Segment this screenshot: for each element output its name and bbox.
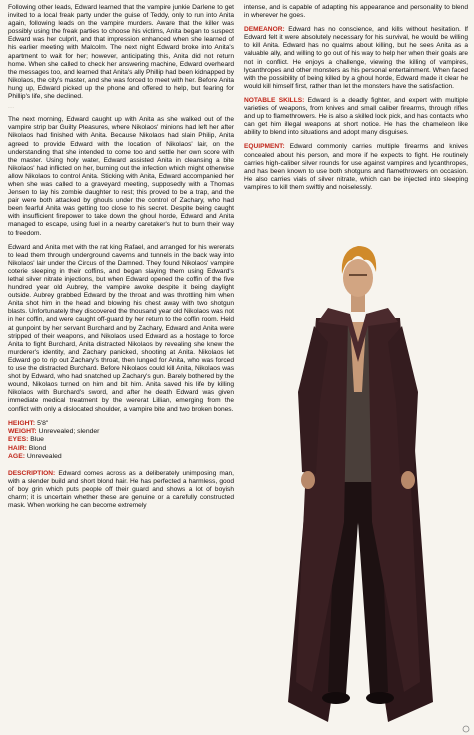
- right-boot: [366, 692, 394, 704]
- head: [343, 259, 373, 297]
- skills-text: Edward is a deadly fighter, and expert with multiple varieties of weapons, from knives and small caliber firearms, through rifles and up to flamethrowers. He is also a skilled lock pick, and has contacts who can get him illegal weapons at short notice. He has the chameleon like ability to blend into situations and adopt many disguises.: [244, 96, 468, 137]
- stat-hair: HAIR: Blond: [8, 444, 47, 452]
- demeanor-text: Edward has no conscience, and kills without hesitation. If Edward felt it were absolutely necessary for his survival, he would be willing to kill Anita. Edward has no qualms about killing, but he sees Anita as a valuable ally, and willing to go out of his way to help her when their goals are not in conflict. He enjoys a challenge, viewing the killing of vampires, lycanthropes and other monsters as his personal entertainment. When faced with the possibility of being killed by a ghoul horde, Edward made it clear he would kill himself first, rather than let the monsters have the satisfaction.: [244, 26, 468, 90]
- left-hand: [301, 471, 315, 489]
- right-hand: [401, 471, 415, 489]
- equipment-paragraph: [244, 143, 468, 192]
- stat-height: HEIGHT: 5'8": [8, 419, 49, 427]
- description-text: Edward comes across as a deliberately unimposing man, with a slender build and short blond hair. He has perfected a harmless, good ol' boy grin which puts people off their guard and shows a lot of boyish charm; it is uncertain whether these are genuine or a carefully constructed mask. When working he can become extremely: [8, 469, 234, 509]
- edward-illustration: [258, 222, 458, 730]
- left-column: [8, 4, 234, 731]
- stat-age: AGE: Unrevealed: [8, 453, 62, 461]
- demeanor-label: DEMEANOR:: [244, 26, 285, 34]
- left-boot: [322, 692, 350, 704]
- brow: [349, 274, 367, 276]
- description-continued: intense, and is capable of adapting his appearance and personality to blend in wherever he goes.: [244, 4, 468, 20]
- skills-paragraph: [244, 97, 468, 137]
- stat-weight: WEIGHT: Unrevealed; slender: [8, 428, 100, 435]
- description-paragraph: [8, 470, 234, 510]
- equipment-label: EQUIPMENT:: [244, 143, 285, 151]
- skills-label: NOTABLE SKILLS:: [244, 96, 305, 104]
- history-paragraph-3: Edward and Anita met with the rat king Rafael, and arranged for his wererats to lead them through underground caverns and tunnels in the back way into Nikolaos' lair under the Circus of the Damned. They found Nikolaos' vampire coterie sleeping in their coffins, and began slaying them using Edward's lethal silver nitrate injections, but when Edward opened the coffin of the five hundred year old Aubrey, the vampire awoke despite it being daylight outside. Aubrey grabbed Edward by the throat and was throttling him when Anita shot him in the head and blowing his chest away with two shotgun blasts. Unfortunately they discovered the thousand year old Nikolaos was not in her coffin, and were caught off-guard by her return to the coffin room. Held at gunpoint by her servant Burchard and by Zachary, Edward and Anita were stripped of their weapons, and Nikolaos used Edward as a hostage to force Anita to fight Burchard, Anita distracted Nikolaos by revealing she knew the murderer's identity, and Zachary panicked, shooting at Anita. Nikolaos let Edward go to rip out Zachary's throat, then lunged for Anita, who was forced to use the distracted Burchard. Before Nikolaos could kill Anita, Nikolaos was shot by Edward, who had snatched up Zachary's gun. Barely bothered by the wound, Nikolaos turned on him and bit him. Anita saved his life by killing Nikolaos with Burchard's sword, and after he death Edward was given immediate medical treatment by the wererat Lillian, emerging from the conflict with only a dislocated shoulder, a vampire bite and two broken bones.: [8, 243, 234, 413]
- stat-eyes: EYES: Blue: [8, 436, 44, 444]
- stats-block: [8, 420, 234, 462]
- corner-mark-icon: [462, 725, 470, 733]
- description-label: DESCRIPTION:: [8, 469, 56, 477]
- history-paragraph-1: Following other leads, Edward learned that the vampire junkie Darlene to get invited to a local freak party under the guise of Teddy, only to run into Anita again, following leads on the vampire murders. Aware that the killer was possibly using the freak parties to choose his victims, Anita began to suspect Edward was her culprit, and that impression enhanced when she learned of his earlier meeting with Malcolm. The next night Edward broke into Anita's apartment to wait for her; however, anticipating this, Anita did not return home. When she called to check her answering machine, Edward overheard the messages too, and learned that Anita's ally Phillip had been kidnapped by Nikolaos, the city's master, and she was forced to meet with her. Before Anita hung up, Edward picked up the phone and offered to help, but fearing for Phillip's life, she declined.: [8, 4, 234, 101]
- equipment-text: Edward commonly carries multiple firearms and knives concealed about his person, and more if he expects to fight. He routinely carries high-caliber silver rounds for use against vampires and lycanthropes, and has been known to use both shotguns and flamethrowers on occasion. He also carries vials of silver nitrate, which can be injected into sleeping vampires to kill them swiftly and noiselessly.: [244, 143, 468, 191]
- faded-divider-text: ...: [8, 103, 15, 111]
- history-paragraph-2: The next morning, Edward caught up with Anita as she walked out of the vampire strip bar Guilty Pleasures, where Nikolaos' minions had left her after Nikolaos had finished with Anita. Because Nikolaos had slain Philip, Anita agreed to provide Edward with the location of Nikolaos' lair, on the understanding that she intended to come too and settle her own score with the master. Using holy water, Edward assisted Anita in cleansing a bite Nikolaos' had inflicted on her, burning out the infection which might otherwise allow Nikolaos to control Anita. Sticking with Anita, Edward accompanied her when she was called to a graveyard meeting, supposedly with a Thomas Jensen to lay his zombie daughter to rest; this proved to be a trap, and the pair were both attacked by ghouls under the control of Zachary, who had been fearful Anita was getting too close to his secret. Despite being caught with insufficient firepower to take down the ghoul horde, Edward and Anita managed to escape, using fuel in a nearby caretaker's hut to burn their way to freedom.: [8, 116, 234, 237]
- demeanor-paragraph: [244, 26, 468, 91]
